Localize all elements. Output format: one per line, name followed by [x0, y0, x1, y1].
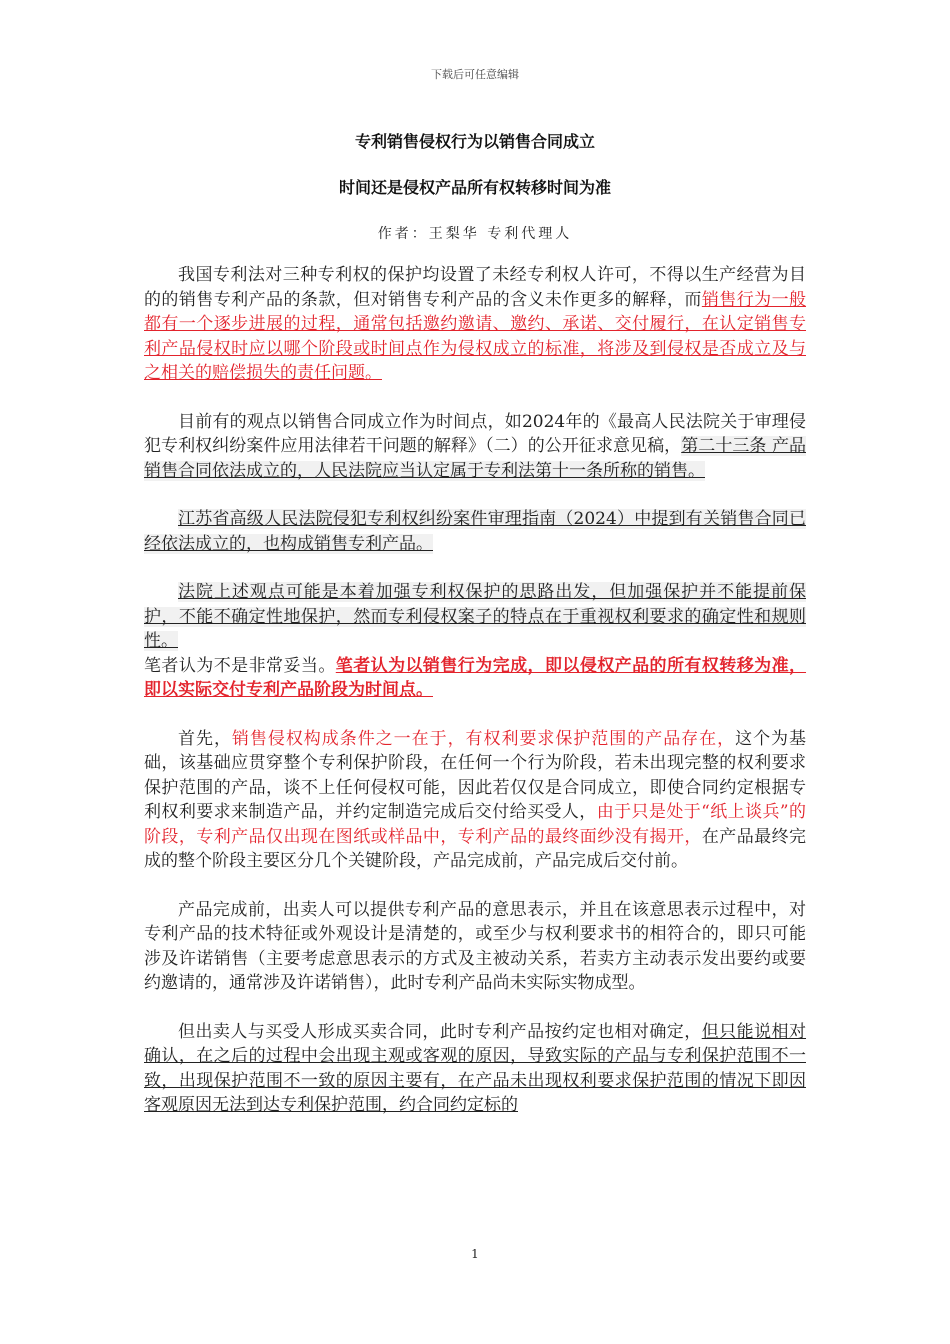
p2-highlighted: 第二十三条 产品销售合同依法成立的，人民法院应当认定属于专利法第十一条所称的销售。 [144, 436, 806, 481]
paragraph-2 [144, 410, 806, 484]
paragraph-6 [144, 727, 806, 874]
paragraph-3 [144, 507, 806, 556]
p6-red-b: 销售侵权构成条件之一在于，有权利要求保护范围的产品存在， [231, 728, 736, 749]
header-note: 下载后可任意编辑 [431, 68, 519, 81]
p6-text-a: 首先， [178, 728, 232, 749]
p6-red-d: 由于只是处于“纸上谈兵”的阶段，专利产品仅出现在图纸或样品中，专利产品的最终面纱没有揭开， [144, 802, 806, 847]
author-line: 作者：王梨华 专利代理人 [377, 226, 573, 242]
p5-red-bold: 笔者认为以销售行为完成，即以侵权产品的所有权转移为准，即以实际交付专利产品阶段为时间点。 [144, 655, 807, 700]
p3-highlighted: 江苏省高级人民法院侵犯专利权纠纷案件审理指南（2024）中提到有关销售合同已经依法成立的，也构成销售专利产品。 [144, 509, 806, 554]
p8-underlined: 但只能说相对确认，在之后的过程中会出现主观或客观的原因，导致实际的产品与专利保护范围不一致，出现保护范围不一致的原因主要有，在产品未出现权利要求保护范围的情况下即因客观原因无法到达专利保护范围，约合同约定标的 [144, 1021, 807, 1115]
title-line-1: 专利销售侵权行为以销售合同成立 [354, 132, 595, 151]
p7-text: 产品完成前，出卖人可以提供专利产品的意思表示，并且在该意思表示过程中，对专利产品的技术特征或外观设计是清楚的，或至少与权利要求书的相符合的，即只可能涉及许诺销售（主要考虑意思表示的方式及主被动关系，若卖方主动表示发出要约或要约邀请的，通常涉及许诺销售），此时专利产品尚未实际实物成型。 [144, 899, 806, 993]
p8-text: 但出卖人与买受人形成买卖合同，此时专利产品按约定也相对确定， [178, 1021, 702, 1042]
p6-text-e: 在产品最终完成的整个阶段主要区分几个关键阶段，产品完成前，产品完成后交付前。 [144, 826, 807, 871]
p6-text-c: 这个为基础，该基础应贯穿整个专利保护阶段，在任何一个行为阶段，若未出现完整的权利要求保护范围的产品，谈不上任何侵权可能，因此若仅仅是合同成立，即使合同约定根据专利权利要求来制造产品，并约定制造完成后交付给买受人， [144, 728, 807, 822]
page-number: 1 [471, 1247, 479, 1261]
p2-text: 目前有的观点以销售合同成立作为时间点，如2024年的《最高人民法院关于审理侵犯专利权纠纷案件应用法律若干问题的解释》（二）的公开征求意见稿， [144, 411, 806, 456]
paragraph-4 [144, 580, 806, 654]
title-line-2: 时间还是侵权产品所有权转移时间为准 [338, 178, 611, 197]
p1-red-underlined: 销售行为一般都有一个逐步进展的过程，通常包括邀约邀请、邀约、承诺、交付履行，在认定销售专利产品侵权时应以哪个阶段或时间点作为侵权成立的标准，将涉及到侵权是否成立及与之相关的赔偿损失的责任问题。 [144, 289, 807, 383]
paragraph-7 [144, 898, 806, 996]
p1-text: 我国专利法对三种专利权的保护均设置了未经专利权人许可，不得以生产经营为目的的销售专利产品的条款，但对销售专利产品的含义未作更多的解释，而 [144, 265, 806, 310]
paragraph-1 [144, 263, 806, 386]
paragraph-5 [144, 654, 806, 703]
paragraph-8 [144, 1020, 806, 1118]
p5-text: 笔者认为不是非常妥当。 [144, 655, 336, 676]
p4-highlighted: 法院上述观点可能是本着加强专利权保护的思路出发，但加强保护并不能提前保护，不能不确定性地保护，然而专利侵权案子的特点在于重视权利要求的确定性和规则性。 [144, 582, 806, 651]
body-text [144, 263, 806, 1142]
